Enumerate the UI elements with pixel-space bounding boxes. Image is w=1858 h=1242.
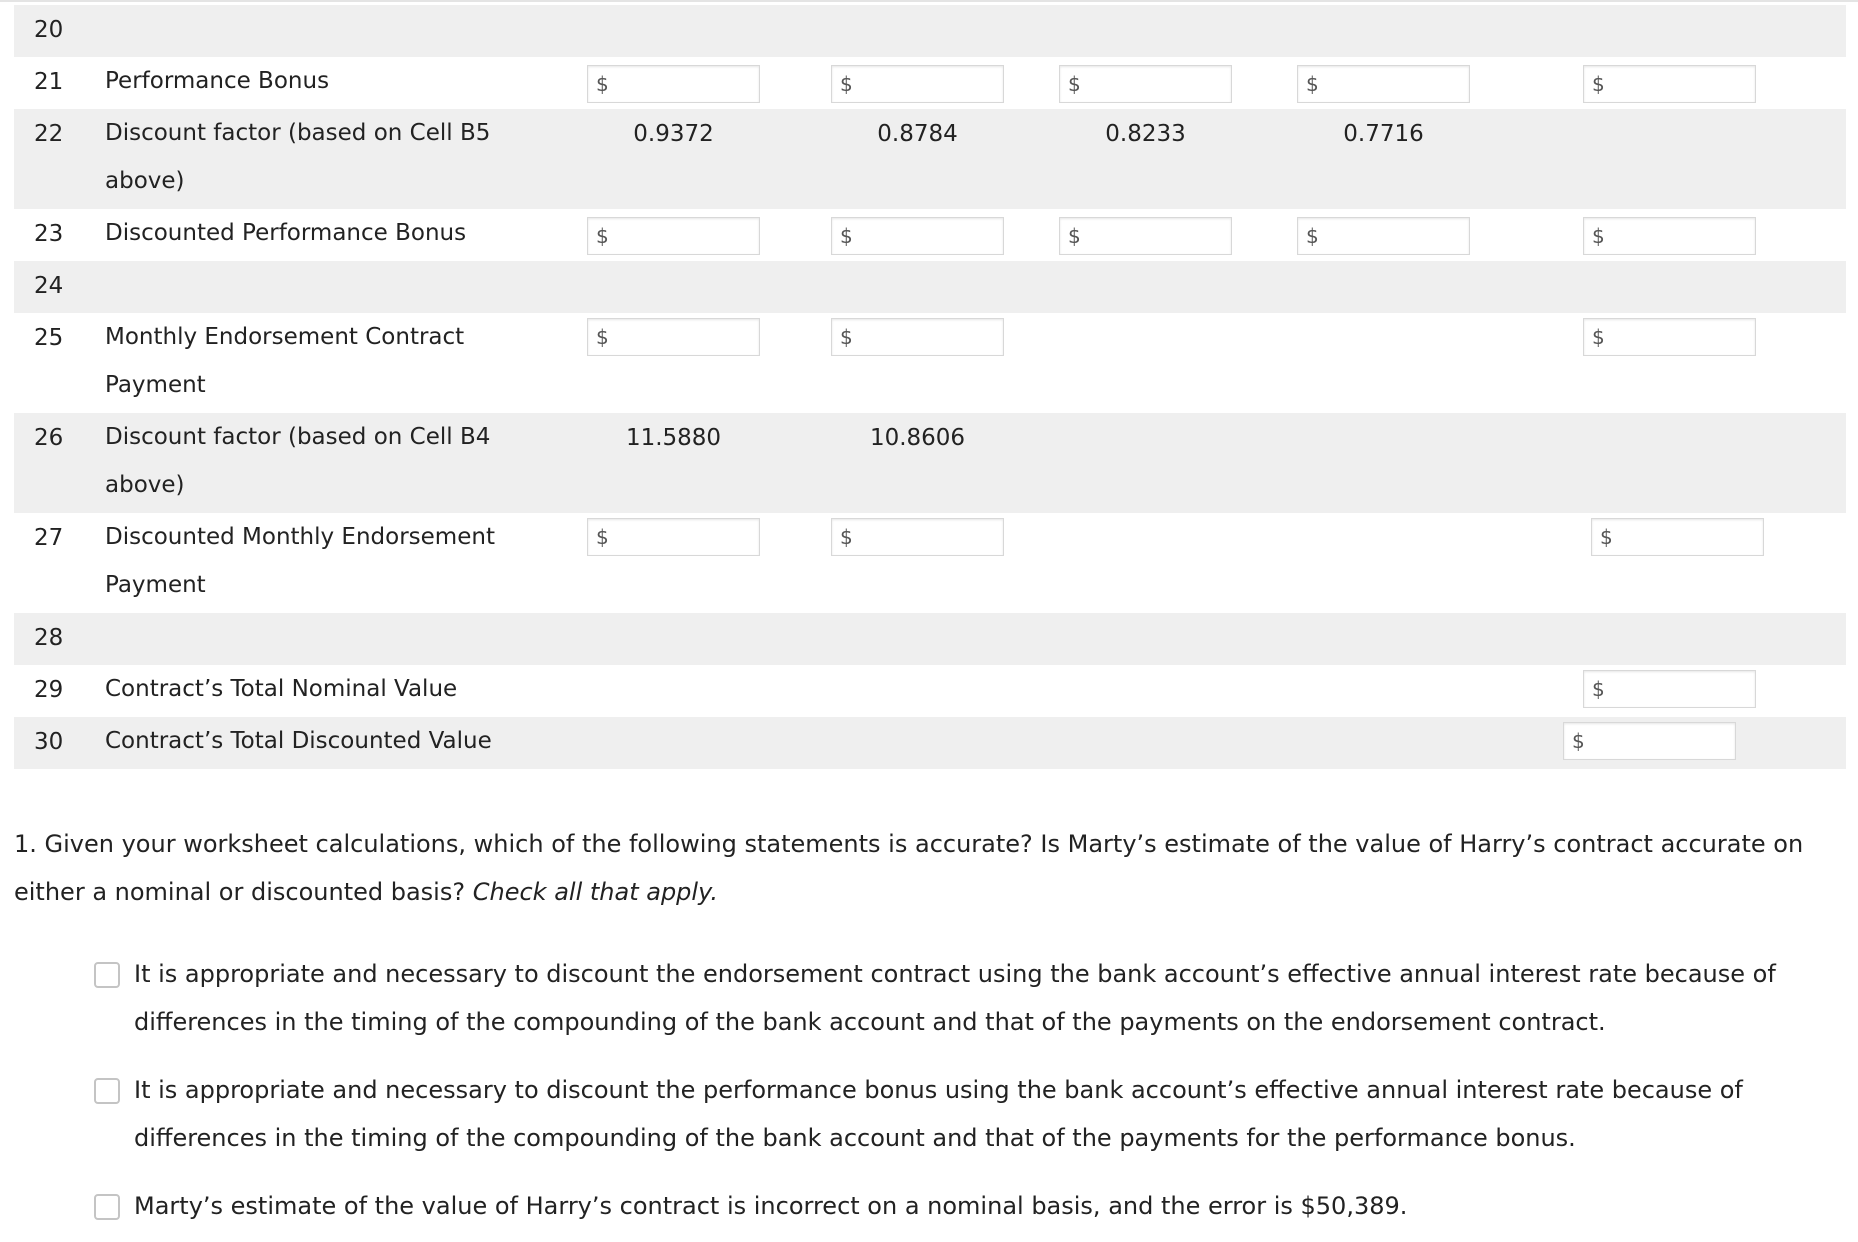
row-number: 20 [34,17,64,43]
endorsement-payment-input-1[interactable]: $ [587,318,760,356]
performance-bonus-input-4[interactable]: $ [1297,65,1470,103]
discount-factor-value-2: 0.8784 [877,121,958,147]
table-row [14,5,1846,57]
table-row [14,613,1846,665]
row-label: Discounted Monthly Endorsement Payment [105,524,495,598]
discounted-endorsement-total-input[interactable]: $ [1591,518,1764,556]
row-label: Contract’s Total Discounted Value [105,728,492,754]
option-2-label: It is appropriate and necessary to discount the performance bonus using the bank account’s effective annual interest rate because of differences in the timing of the compounding of the bank account and that of the payments for the performance bonus. [134,1076,1743,1152]
top-divider [0,0,1858,2]
discounted-bonus-input-3[interactable]: $ [1059,217,1232,255]
row-label: Discount factor (based on Cell B4 above) [105,424,491,498]
row-label: Discount factor (based on Cell B5 above) [105,120,491,194]
option-2-checkbox[interactable] [94,1078,120,1104]
question-prompt [14,820,1834,916]
table-row [14,57,1846,109]
row-label: Monthly Endorsement Contract Payment [105,324,465,398]
option-3-checkbox[interactable] [94,1194,120,1220]
row-number: 25 [34,325,64,351]
endorsement-payment-input-2[interactable]: $ [831,318,1004,356]
table-row [14,109,1846,209]
row-number: 29 [34,677,64,703]
discounted-bonus-total-input[interactable]: $ [1583,217,1756,255]
discount-factor-value-4: 0.7716 [1343,121,1424,147]
row-number: 30 [34,729,64,755]
option-2[interactable] [94,1066,1814,1166]
table-row [14,261,1846,313]
total-discounted-value-input[interactable]: $ [1563,722,1736,760]
row-number: 28 [34,625,64,651]
performance-bonus-total-input[interactable]: $ [1583,65,1756,103]
table-row [14,209,1846,261]
row-label: Performance Bonus [105,68,330,94]
performance-bonus-input-3[interactable]: $ [1059,65,1232,103]
option-1-checkbox[interactable] [94,962,120,988]
annuity-factor-value-2: 10.8606 [869,425,966,451]
option-3-label: Marty’s estimate of the value of Harry’s contract is incorrect on a nominal basis, and the error is $50,389. [134,1192,1408,1220]
discount-factor-value-3: 0.8233 [1105,121,1186,147]
performance-bonus-input-2[interactable]: $ [831,65,1004,103]
row-number: 22 [34,121,64,147]
option-1[interactable] [94,950,1814,1050]
total-nominal-value-input[interactable]: $ [1583,670,1756,708]
endorsement-payment-total-input[interactable]: $ [1583,318,1756,356]
table-row [14,717,1846,769]
worksheet-table [14,5,1846,769]
performance-bonus-input-1[interactable]: $ [587,65,760,103]
table-row [14,413,1846,513]
discounted-endorsement-input-2[interactable]: $ [831,518,1004,556]
question-instruction: Check all that apply. [472,878,719,906]
discounted-bonus-input-4[interactable]: $ [1297,217,1470,255]
row-number: 23 [34,221,64,247]
table-row [14,665,1846,717]
discounted-endorsement-input-1[interactable]: $ [587,518,760,556]
row-number: 27 [34,525,64,551]
table-row [14,313,1846,413]
row-number: 24 [34,273,64,299]
row-number: 26 [34,425,64,451]
discount-factor-value-1: 0.9372 [633,121,714,147]
discounted-bonus-input-1[interactable]: $ [587,217,760,255]
discounted-bonus-input-2[interactable]: $ [831,217,1004,255]
question-text: 1. Given your worksheet calculations, which of the following statements is accurate? Is Marty’s estimate of the value of Harry’s contract accurate on either a nominal or discounted basis? [14,830,1804,906]
row-label: Discounted Performance Bonus [105,220,467,246]
table-row [14,513,1846,613]
option-1-label: It is appropriate and necessary to discount the endorsement contract using the bank account’s effective annual interest rate because of differences in the timing of the compounding of the bank account and that of the payments on the endorsement contract. [134,960,1776,1036]
row-number: 21 [34,69,64,95]
annuity-factor-value-1: 11.5880 [625,425,722,451]
row-label: Contract’s Total Nominal Value [105,676,458,702]
option-3[interactable] [94,1182,1814,1234]
